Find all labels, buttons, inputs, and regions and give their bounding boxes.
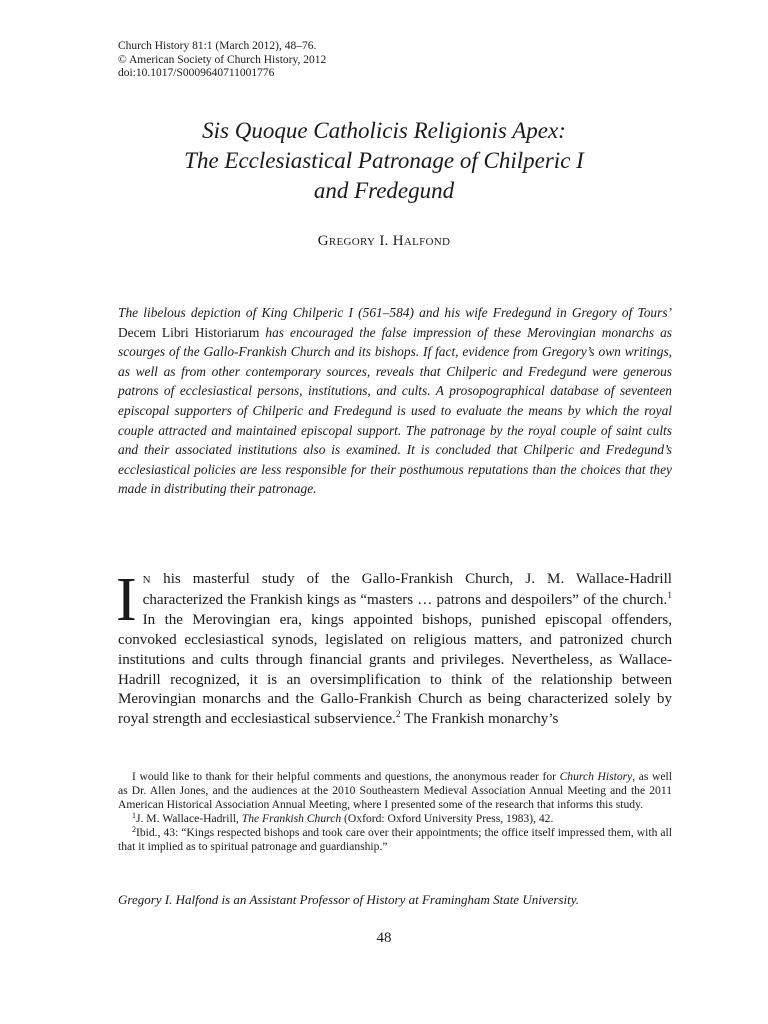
footnote-1-text-1: J. M. Wallace-Hadrill, <box>136 811 242 825</box>
doi-link[interactable]: doi:10.1017/S0009640711001776 <box>118 67 275 79</box>
abstract-text-2: has encouraged the false impression of these Merovingian monarchs as scourges of the Gallo-Frankish Church and its bishops. If fact, evidence from Gregory’s own writings, as well as from other contemporary sources, reveals that Chilperic and Fredegund were generous patrons of ecclesiastical persons, institutions, and cults. A prosopographical database of seventeen episcopal supporters of Chilperic and Fredegund is used to evaluate the means by which the royal couple attracted and maintained episcopal support. The patronage by the royal couple of saint cults and their associated institutions also is examined. It is concluded that Chilperic and Fredegund’s ecclesiastical policies are less responsible for their posthumous reputations than the choices that they made in distributing their patronage. <box>118 324 672 497</box>
ack-text-1: I would like to thank for their helpful comments and questions, the anonymous reader for <box>132 770 560 783</box>
author-bio: Gregory I. Halfond is an Assistant Professor of History at Framingham State University. <box>118 892 580 907</box>
title-line-2: The Ecclesiastical Patronage of Chilperic I <box>184 148 584 173</box>
page-number: 48 <box>376 930 392 946</box>
abstract <box>118 303 672 499</box>
article-title <box>100 116 668 206</box>
footnote-1-mark: 1 <box>132 810 136 820</box>
body-text-3: The Frankish monarchy’s <box>400 711 559 728</box>
small-cap: N <box>142 574 152 586</box>
body-paragraph <box>116 566 672 730</box>
footnote-1-book-title: The Frankish Church <box>241 811 342 825</box>
footnote-2-mark: 2 <box>132 824 136 834</box>
body-text-2: In the Merovingian era, kings appointed bishops, punished episcopal offenders, convoked ecclesiastical synods, legislated on religious matters, and patronized church institutions and cults through financial grants and privileges. Nevertheless, as Wallace-Hadrill recognized, it is an oversimplification to think of the relationship between Merovingian monarchs and the Gallo-Frankish Church as being characterized solely by royal strength and ecclesiastical subservience. <box>118 611 672 728</box>
footnote-1 <box>118 812 672 826</box>
copyright-line: © American Society of Church History, 2012 <box>118 53 327 66</box>
footnote-2 <box>118 826 672 854</box>
journal-citation: Church History 81:1 (March 2012), 48–76. <box>118 40 317 52</box>
ack-text-2: , as well as Dr. Allen Jones, and the audiences at the 2010 Southeastern Medieval Association Annual Meeting and the 2011 American Historical Association Annual Meeting, where I presented some of the research that informs this study. <box>118 770 672 811</box>
footnotes <box>118 770 672 853</box>
footnote-2-text: Ibid., 43: “Kings respected bishops and took care over their appointments; the office itself impressed them, with all that it implied as to spiritual patronage and guardianship.” <box>118 825 672 853</box>
abstract-work-title: Decem Libri Historiarum <box>118 324 260 340</box>
running-header <box>118 40 326 81</box>
footnote-ref-1[interactable]: 1 <box>667 590 672 601</box>
footnote-1-text-2: (Oxford: Oxford University Press, 1983), 42. <box>341 811 554 825</box>
footnote-ref-2[interactable]: 2 <box>395 710 401 721</box>
ack-journal: Church History <box>559 770 633 783</box>
abstract-text-1: The libelous depiction of King Chilperic I (561–584) and his wife Fredegund in Gregory of Tours’ <box>118 305 672 320</box>
title-line-1: Sis Quoque Catholicis Religionis Apex: <box>202 118 566 143</box>
author-name: Gregory I. Halfond <box>317 233 451 249</box>
drop-cap: I <box>116 566 137 634</box>
body-text-1: his masterful study of the Gallo-Frankish Church, J. M. Wallace-Hadrill characterized the Frankish kings as “masters … patrons and despoilers” of the church. <box>142 571 672 608</box>
acknowledgment-note <box>118 770 672 812</box>
title-line-3: and Fredegund <box>313 178 455 203</box>
